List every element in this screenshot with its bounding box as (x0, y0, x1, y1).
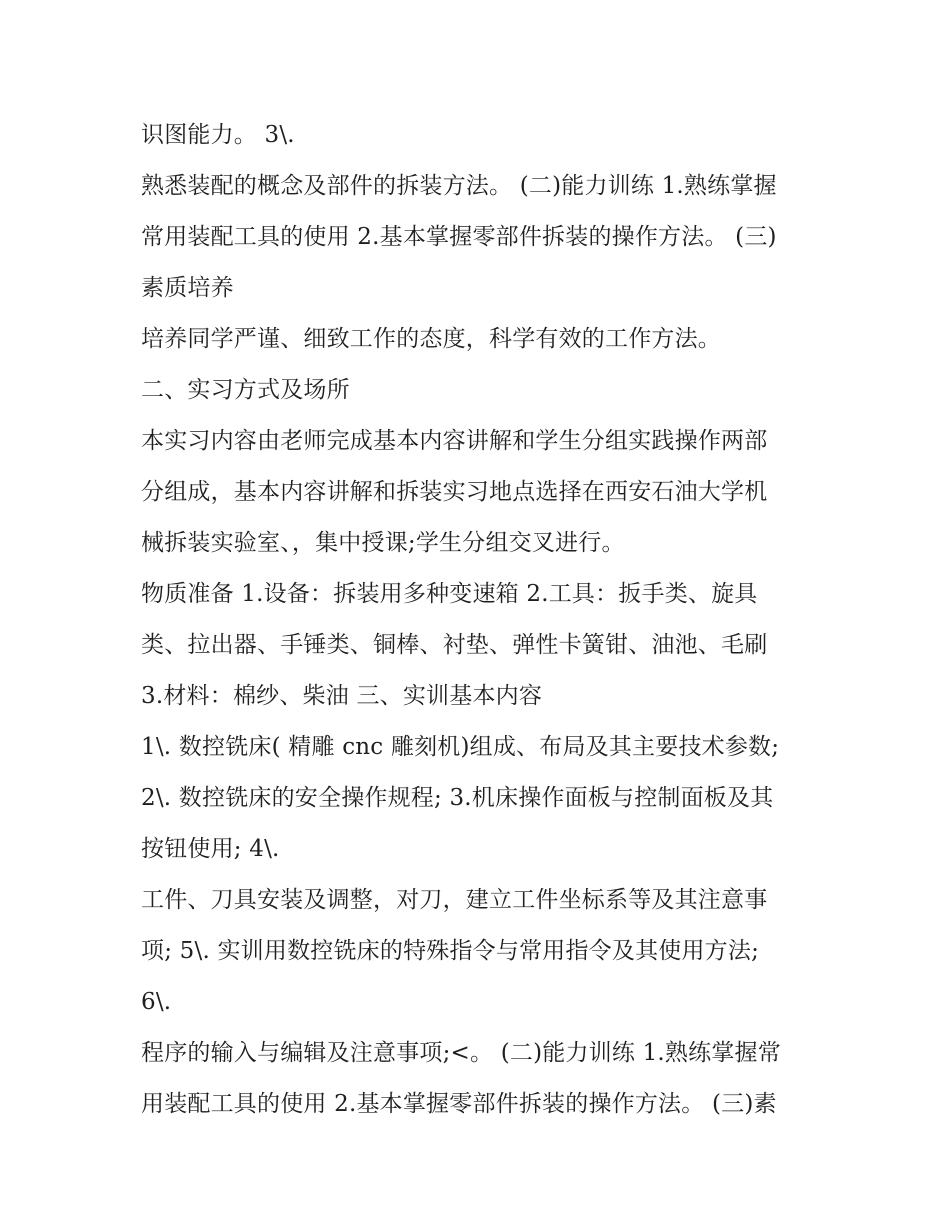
text-line: 2\. 数控铣床的安全操作规程; 3.机床操作面板与控制面板及其 (141, 785, 774, 811)
text-line: 熟悉装配的概念及部件的拆装方法。 (二)能力训练 1.熟练掌握 (141, 173, 777, 199)
text-line: 械拆装实验室、，集中授课;学生分组交叉进行。 (141, 530, 625, 556)
text-line: 分组成，基本内容讲解和拆装实习地点选择在西安石油大学机 (141, 479, 768, 505)
text-line: 素质培养 (141, 275, 234, 301)
text-line: 6\. (141, 989, 172, 1015)
text-line: 识图能力。 3\. (141, 122, 295, 148)
text-line: 1\. 数控铣床( 精雕 cnc 雕刻机)组成、布局及其主要技术参数; (141, 734, 780, 760)
text-line: 项; 5\. 实训用数控铣床的特殊指令与常用指令及其使用方法; (141, 938, 760, 964)
text-line: 工件、刀具安装及调整，对刀，建立工件坐标系等及其注意事 (141, 887, 768, 913)
document-body-text (141, 110, 831, 1130)
text-line: 用装配工具的使用 2.基本掌握零部件拆装的操作方法。 (三)素 (141, 1091, 777, 1117)
text-line: 本实习内容由老师完成基本内容讲解和学生分组实践操作两部 (141, 428, 768, 454)
text-line: 按钮使用; 4\. (141, 836, 280, 862)
text-line: 常用装配工具的使用 2.基本掌握零部件拆装的操作方法。 (三) (141, 224, 777, 250)
text-line: 程序的输入与编辑及注意事项;<。 (二)能力训练 1.熟练掌握常 (141, 1040, 781, 1066)
text-line: 3.材料：棉纱、柴油 三、实训基本内容 (141, 683, 543, 709)
text-line: 类、拉出器、手锤类、铜棒、衬垫、弹性卡簧钳、油池、毛刷 (141, 632, 768, 658)
text-line: 物质准备 1.设备：拆装用多种变速箱 2.工具：扳手类、旋具 (141, 581, 758, 607)
section-heading: 二、实习方式及场所 (141, 377, 350, 403)
text-line: 培养同学严谨、细致工作的态度，科学有效的工作方法。 (141, 326, 721, 352)
